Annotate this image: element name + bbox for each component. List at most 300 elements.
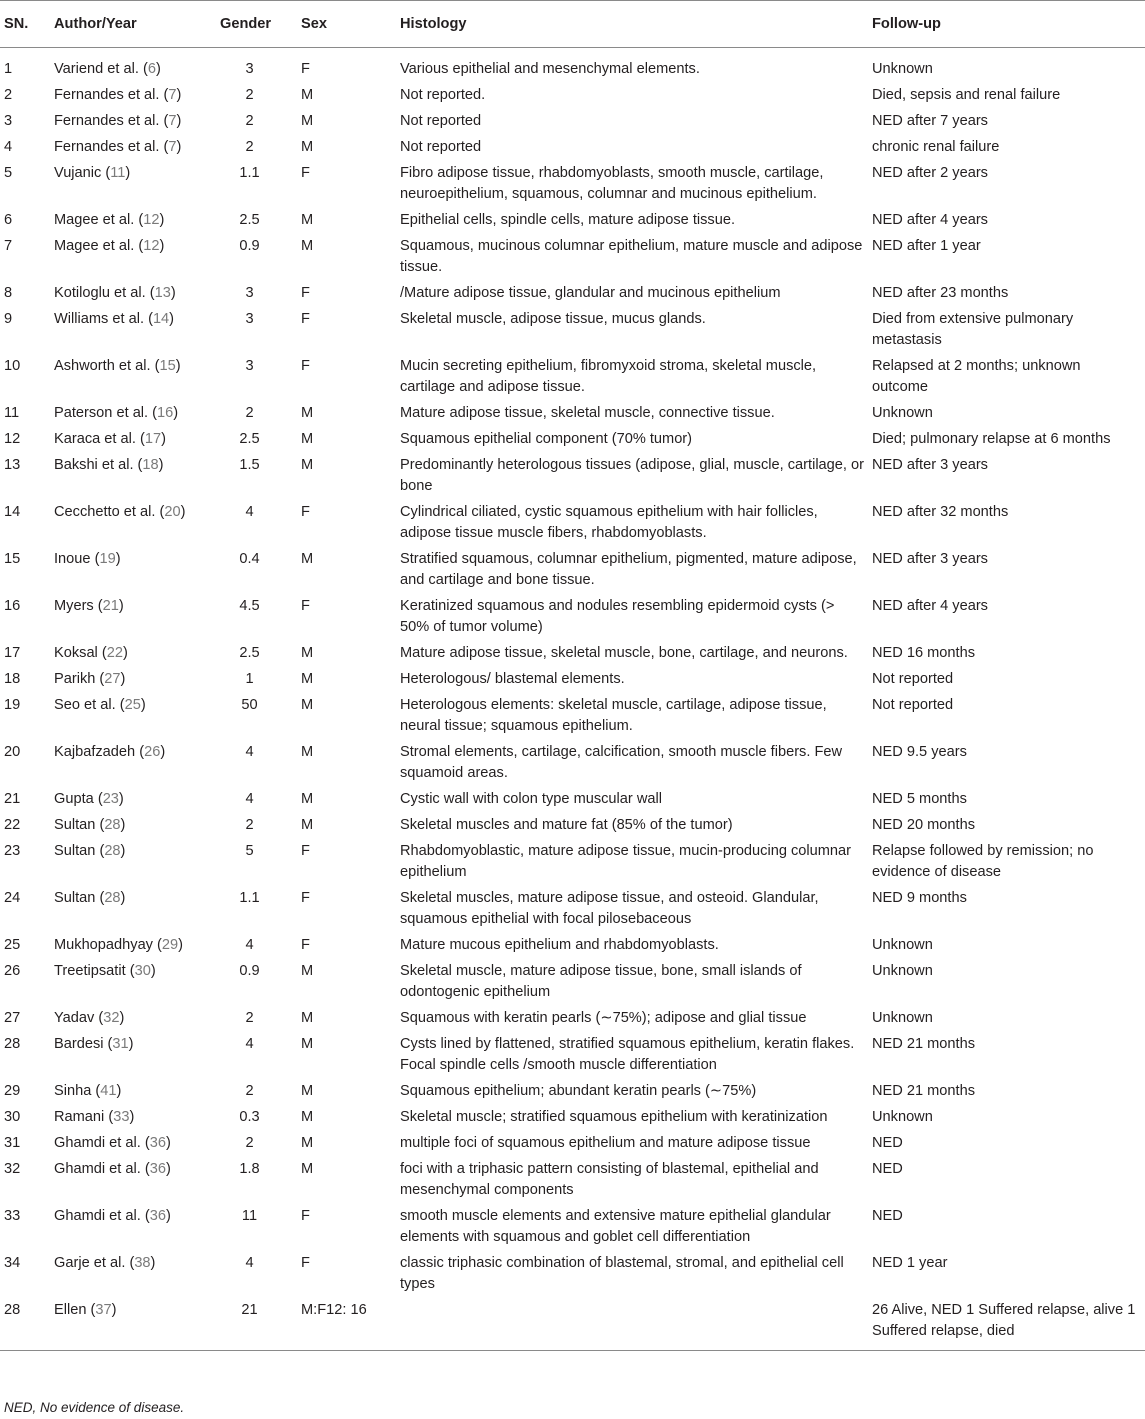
cell-sex: M: [301, 139, 314, 155]
cell-author: Ghamdi et al. (36): [54, 1208, 171, 1224]
cell-sn: 8: [4, 285, 13, 301]
cell-gender: 4: [245, 937, 254, 953]
cell-followup: chronic renal failure: [872, 139, 1000, 155]
cell-sex: F: [301, 843, 310, 859]
author-name: Ellen: [54, 1302, 87, 1318]
cell-histology: Stromal elements, cartilage, calcification, smooth muscle fibers. Few squamoid areas.: [400, 744, 843, 781]
cell-author: Yadav (32): [54, 1010, 125, 1026]
table-row: [0, 84, 1145, 110]
reference-link[interactable]: 15: [159, 358, 176, 374]
cell-gender: 2: [245, 1010, 254, 1026]
cell-sn: 10: [4, 358, 21, 374]
cell-sex: F: [301, 504, 310, 520]
cell-gender: 0.9: [239, 238, 260, 254]
author-name: Ramani: [54, 1109, 105, 1125]
table-row: [0, 887, 1145, 934]
cell-followup: NED 1 year: [872, 1255, 948, 1271]
cell-sex: F: [301, 937, 310, 953]
cell-sn: 26: [4, 963, 21, 979]
cell-sn: 21: [4, 791, 21, 807]
cell-sex: M: [301, 1135, 314, 1151]
cell-gender: 3: [245, 358, 254, 374]
reference-link[interactable]: 29: [161, 937, 179, 953]
reference-link[interactable]: 13: [154, 285, 171, 301]
reference-link[interactable]: 17: [144, 431, 162, 447]
cell-followup: NED 5 months: [872, 791, 967, 807]
cell-followup: Not reported: [872, 697, 954, 713]
author-name: Magee et al.: [54, 212, 135, 228]
reference-link[interactable]: 33: [113, 1109, 130, 1125]
cell-followup: NED after 23 months: [872, 285, 1009, 301]
cell-followup: Relapsed at 2 months; unknown outcome: [872, 358, 1081, 395]
cell-sex: M: [301, 1036, 314, 1052]
cell-histology: Cysts lined by flattened, stratified squamous epithelium, keratin flakes. Focal spindle cells /smooth muscle differentiation: [400, 1036, 855, 1073]
cell-author: Sultan (28): [54, 890, 126, 906]
cell-followup: NED after 1 year: [872, 238, 981, 254]
table-row: [0, 428, 1145, 454]
header-gender: Gender: [220, 1, 301, 48]
cell-sex: M: [301, 817, 314, 833]
reference-link[interactable]: 37: [95, 1302, 112, 1318]
cell-followup: NED: [872, 1208, 903, 1224]
cell-gender: 21: [220, 1299, 301, 1351]
reference-link[interactable]: 36: [149, 1135, 166, 1151]
table-row: [0, 209, 1145, 235]
reference-link[interactable]: 7: [168, 139, 177, 155]
cell-gender: 4.5: [239, 598, 260, 614]
table-row: [0, 1007, 1145, 1033]
cell-histology: Squamous epithelial component (70% tumor): [400, 431, 693, 447]
cell-gender: 4: [245, 1255, 254, 1271]
table-row: [0, 136, 1145, 162]
reference-link[interactable]: 16: [157, 405, 174, 421]
reference-link[interactable]: 36: [149, 1208, 166, 1224]
author-name: Karaca et al.: [54, 431, 136, 447]
cell-histology: /Mature adipose tissue, glandular and mucinous epithelium: [400, 285, 781, 301]
cell-sn: 32: [4, 1161, 21, 1177]
reference-link[interactable]: 23: [102, 791, 119, 807]
author-name: Ghamdi et al.: [54, 1135, 141, 1151]
author-name: Williams et al.: [54, 311, 145, 327]
cell-sn: 34: [4, 1255, 21, 1271]
cell-sex: M:F12: 16: [301, 1299, 400, 1351]
cell-author: Williams et al. (14): [54, 311, 175, 327]
cell-author: Ghamdi et al. (36): [54, 1135, 171, 1151]
cell-followup: NED 16 months: [872, 645, 976, 661]
table-row: [0, 235, 1145, 282]
cell-gender: 2.5: [239, 431, 260, 447]
cell-histology: Not reported: [400, 139, 482, 155]
cell-gender: 2: [245, 87, 254, 103]
author-name: Kotiloglu et al.: [54, 285, 146, 301]
reference-link[interactable]: 26: [144, 744, 161, 760]
author-name: Fernandes et al.: [54, 113, 160, 129]
table-row: [0, 308, 1145, 355]
reference-link[interactable]: 6: [147, 61, 156, 77]
table-body: [0, 48, 1145, 1351]
cell-gender: 11: [241, 1208, 258, 1224]
cell-sn: 7: [4, 238, 13, 254]
cell-histology: Fibro adipose tissue, rhabdomyoblasts, smooth muscle, cartilage, neuroepithelium, squamous, columnar and mucinous epithelium.: [400, 165, 824, 202]
cell-sn: 16: [4, 598, 21, 614]
reference-link[interactable]: 7: [168, 87, 177, 103]
author-name: Inoue: [54, 551, 91, 567]
cell-author: Magee et al. (12): [54, 238, 165, 254]
reference-link[interactable]: 28: [104, 843, 121, 859]
cell-sn: 4: [4, 139, 13, 155]
table-row: [0, 282, 1145, 308]
cell-sex: M: [301, 212, 314, 228]
cell-author: Vujanic (11): [54, 165, 131, 181]
cell-histology: Rhabdomyoblastic, mature adipose tissue, mucin-producing columnar epithelium: [400, 843, 852, 880]
reference-link[interactable]: 36: [149, 1161, 166, 1177]
cell-sex: M: [301, 1083, 314, 1099]
cell-followup: NED after 2 years: [872, 165, 988, 181]
table-row: [0, 1158, 1145, 1205]
reference-link[interactable]: 30: [134, 963, 151, 979]
cell-followup: NED after 32 months: [872, 504, 1009, 520]
footnote: NED, No evidence of disease.: [4, 1400, 185, 1415]
cell-histology: Stratified squamous, columnar epithelium, pigmented, mature adipose, and cartilage and bone tissue.: [400, 551, 857, 588]
cell-gender: 4: [245, 504, 254, 520]
cell-gender: 1.5: [239, 457, 260, 473]
cell-followup: NED 9.5 years: [872, 744, 967, 760]
cell-followup: NED 9 months: [872, 890, 967, 906]
reference-link[interactable]: 11: [110, 165, 126, 181]
cell-author: Ellen (37): [54, 1299, 220, 1351]
cell-sn: 33: [4, 1208, 21, 1224]
cell-histology: Heterologous/ blastemal elements.: [400, 671, 625, 687]
cell-sn: 25: [4, 937, 21, 953]
author-name: Koksal: [54, 645, 98, 661]
cell-sn: 5: [4, 165, 13, 181]
cell-gender: 0.9: [239, 963, 260, 979]
cell-histology: Various epithelial and mesenchymal elements.: [400, 61, 700, 77]
cell-followup: Died from extensive pulmonary metastasis: [872, 311, 1074, 348]
cell-gender: 2: [245, 405, 254, 421]
cell-sex: M: [301, 1010, 314, 1026]
cell-histology: Squamous, mucinous columnar epithelium, mature muscle and adipose tissue.: [400, 238, 863, 275]
cell-histology: Epithelial cells, spindle cells, mature adipose tissue.: [400, 212, 736, 228]
cell-sn: 24: [4, 890, 21, 906]
table-row: [0, 788, 1145, 814]
cell-followup: 26 Alive, NED 1 Suffered relapse, alive 1 Suffered relapse, died: [872, 1299, 1145, 1351]
table-row: [0, 642, 1145, 668]
cell-sex: M: [301, 1109, 314, 1125]
cell-sex: F: [301, 890, 310, 906]
cell-gender: 1.1: [239, 165, 260, 181]
author-name: Parikh: [54, 671, 96, 687]
cell-histology: Not reported.: [400, 87, 486, 103]
header-followup: Follow-up: [872, 1, 1145, 48]
reference-link[interactable]: 22: [106, 645, 123, 661]
author-name: Myers: [54, 598, 94, 614]
author-name: Seo et al.: [54, 697, 116, 713]
cell-sn: 31: [4, 1135, 21, 1151]
reference-link[interactable]: 12: [143, 212, 160, 228]
author-name: Kajbafzadeh: [54, 744, 136, 760]
cell-sex: F: [301, 61, 310, 77]
header-sn: SN.: [0, 1, 54, 48]
cell-followup: Unknown: [872, 963, 933, 979]
table-row: [0, 1106, 1145, 1132]
cell-author: Inoue (19): [54, 551, 121, 567]
reference-link[interactable]: 25: [124, 697, 141, 713]
cell-sn: 22: [4, 817, 21, 833]
author-name: Mukhopadhyay: [54, 937, 153, 953]
author-name: Sultan: [54, 817, 96, 833]
author-name: Cecchetto et al.: [54, 504, 156, 520]
cell-gender: 3: [245, 311, 254, 327]
cell-followup: NED: [872, 1161, 903, 1177]
cell-followup: NED: [872, 1135, 903, 1151]
cell-author: Kotiloglu et al. (13): [54, 285, 176, 301]
author-name: Bakshi et al.: [54, 457, 134, 473]
cell-sn: 1: [4, 61, 13, 77]
cell-gender: 2: [245, 139, 254, 155]
author-name: Treetipsatit: [54, 963, 126, 979]
cell-gender: 1.8: [239, 1161, 260, 1177]
cell-followup: Not reported: [872, 671, 954, 687]
cell-gender: 2.5: [239, 212, 260, 228]
cell-sex: M: [301, 645, 314, 661]
cell-followup: Unknown: [872, 1010, 933, 1026]
table-row: [0, 960, 1145, 1007]
cell-histology: Mature adipose tissue, skeletal muscle, connective tissue.: [400, 405, 775, 421]
cell-followup: Unknown: [872, 405, 933, 421]
cell-gender: 3: [245, 285, 254, 301]
cell-sn: 14: [4, 504, 21, 520]
cell-gender: 2: [245, 1135, 254, 1151]
cell-histology: classic triphasic combination of blastemal, stromal, and epithelial cell types: [400, 1255, 844, 1292]
table-row: [0, 162, 1145, 209]
reference-link[interactable]: 12: [143, 238, 160, 254]
cell-histology: Squamous with keratin pearls (∼75%); adipose and glial tissue: [400, 1010, 807, 1026]
cell-histology: Squamous epithelium; abundant keratin pearls (∼75%): [400, 1083, 757, 1099]
cell-sn: 18: [4, 671, 21, 687]
header-author: Author/Year: [54, 1, 220, 48]
table-row: [0, 1299, 1145, 1351]
cell-sex: M: [301, 791, 314, 807]
cell-followup: NED 20 months: [872, 817, 976, 833]
cell-sn: 17: [4, 645, 21, 661]
cell-histology: Skeletal muscle, mature adipose tissue, bone, small islands of odontogenic epithelium: [400, 963, 802, 1000]
cell-sex: M: [301, 1161, 314, 1177]
author-name: Sultan: [54, 890, 96, 906]
cell-histology: Skeletal muscle; stratified squamous epithelium with keratinization: [400, 1109, 828, 1125]
cell-histology: Not reported: [400, 113, 482, 129]
cell-gender: 4: [245, 1036, 254, 1052]
cell-followup: NED after 7 years: [872, 113, 988, 129]
cell-author: Paterson et al. (16): [54, 405, 179, 421]
cell-sn: 12: [4, 431, 21, 447]
cell-gender: 2: [245, 1083, 254, 1099]
cell-histology: Mature adipose tissue, skeletal muscle, bone, cartilage, and neurons.: [400, 645, 848, 661]
cell-gender: 0.4: [239, 551, 260, 567]
cell-author: Sultan (28): [54, 817, 126, 833]
table-row: [0, 454, 1145, 501]
reference-link[interactable]: 28: [104, 817, 121, 833]
cell-gender: 1.1: [239, 890, 260, 906]
cell-author: Magee et al. (12): [54, 212, 165, 228]
author-name: Paterson et al.: [54, 405, 149, 421]
cell-sn: 3: [4, 113, 13, 129]
cell-gender: 4: [245, 791, 254, 807]
cell-gender: 2: [245, 113, 254, 129]
cell-sex: M: [301, 238, 314, 254]
cell-sex: M: [301, 963, 314, 979]
author-name: Fernandes et al.: [54, 139, 160, 155]
cell-gender: 5: [245, 843, 254, 859]
author-name: Fernandes et al.: [54, 87, 160, 103]
reference-link[interactable]: 18: [142, 457, 159, 473]
author-name: Sultan: [54, 843, 96, 859]
cell-followup: NED after 4 years: [872, 598, 988, 614]
cell-sex: F: [301, 285, 310, 301]
cell-followup: NED after 3 years: [872, 551, 988, 567]
cell-author: Fernandes et al. (7): [54, 87, 182, 103]
cell-author: Fernandes et al. (7): [54, 113, 182, 129]
cell-author: Fernandes et al. (7): [54, 139, 182, 155]
reference-link[interactable]: 38: [134, 1255, 151, 1271]
cell-followup: NED 21 months: [872, 1083, 976, 1099]
cell-author: Bakshi et al. (18): [54, 457, 164, 473]
author-name: Ghamdi et al.: [54, 1208, 141, 1224]
cell-gender: 3: [245, 61, 254, 77]
cell-sex: F: [301, 1255, 310, 1271]
cell-histology: Cystic wall with colon type muscular wall: [400, 791, 662, 807]
cell-histology: Mucin secreting epithelium, fibromyxoid stroma, skeletal muscle, cartilage and adipose tissue.: [400, 358, 817, 395]
table-row: [0, 110, 1145, 136]
table-row: [0, 694, 1145, 741]
cell-sex: M: [301, 405, 314, 421]
table-row: [0, 355, 1145, 402]
cell-gender: 0.3: [239, 1109, 260, 1125]
table-row: [0, 548, 1145, 595]
cell-sn: 23: [4, 843, 21, 859]
cell-author: Sultan (28): [54, 843, 126, 859]
cell-histology: Predominantly heterologous tissues (adipose, glial, muscle, cartilage, or bone: [400, 457, 864, 494]
reference-link[interactable]: 41: [100, 1083, 117, 1099]
cell-sn: 9: [4, 311, 13, 327]
cell-sex: F: [301, 358, 310, 374]
table-header: [0, 1, 1145, 48]
cell-author: Gupta (23): [54, 791, 124, 807]
table-row: [0, 1033, 1145, 1080]
cell-gender: 2: [245, 817, 254, 833]
cell-author: Mukhopadhyay (29): [54, 937, 184, 953]
table-row: [0, 741, 1145, 788]
cell-author: Sinha (41): [54, 1083, 122, 1099]
cell-author: Karaca et al. (17): [54, 431, 166, 447]
cell-sex: M: [301, 457, 314, 473]
cell-histology: Heterologous elements: skeletal muscle, cartilage, adipose tissue, neural tissue; squamous epithelium.: [400, 697, 827, 734]
author-name: Vujanic: [54, 165, 102, 181]
table-row: [0, 668, 1145, 694]
reference-link[interactable]: 28: [104, 890, 121, 906]
header-row: [0, 1, 1145, 48]
author-name: Magee et al.: [54, 238, 135, 254]
cell-sn: 30: [4, 1109, 21, 1125]
author-name: Ghamdi et al.: [54, 1161, 141, 1177]
cell-histology: smooth muscle elements and extensive mature epithelial glandular elements with squamous and goblet cell differentiation: [400, 1208, 831, 1245]
cell-sn: 15: [4, 551, 21, 567]
author-name: Sinha: [54, 1083, 92, 1099]
cell-sn: 11: [4, 405, 20, 421]
cell-author: Seo et al. (25): [54, 697, 146, 713]
reference-link[interactable]: 19: [99, 551, 116, 567]
table-row: [0, 1080, 1145, 1106]
cell-author: Garje et al. (38): [54, 1255, 156, 1271]
cell-histology: multiple foci of squamous epithelium and mature adipose tissue: [400, 1135, 811, 1151]
cell-author: Ghamdi et al. (36): [54, 1161, 171, 1177]
table-row: [0, 501, 1145, 548]
cell-author: Cecchetto et al. (20): [54, 504, 186, 520]
cell-gender: 1: [245, 671, 254, 687]
author-name: Garje et al.: [54, 1255, 126, 1271]
cell-author: Koksal (22): [54, 645, 128, 661]
author-name: Gupta: [54, 791, 94, 807]
cell-histology: Cylindrical ciliated, cystic squamous epithelium with hair follicles, adipose tissue muscle fibers, rhabdomyoblasts.: [400, 504, 818, 541]
table-row: [0, 48, 1145, 85]
reference-link[interactable]: 32: [103, 1010, 120, 1026]
reference-link[interactable]: 21: [102, 598, 119, 614]
header-sex: Sex: [301, 1, 400, 48]
reference-link[interactable]: 14: [152, 311, 170, 327]
cell-followup: Unknown: [872, 1109, 933, 1125]
cell-gender: 2.5: [239, 645, 260, 661]
cell-sex: M: [301, 671, 314, 687]
author-name: Bardesi: [54, 1036, 104, 1052]
author-name: Yadav: [54, 1010, 95, 1026]
cell-author: Ramani (33): [54, 1109, 135, 1125]
cell-histology: Skeletal muscles and mature fat (85% of the tumor): [400, 817, 733, 833]
reference-link[interactable]: 20: [164, 504, 181, 520]
cell-sn: 27: [4, 1010, 21, 1026]
reference-link[interactable]: 31: [112, 1036, 129, 1052]
header-histology: Histology: [400, 1, 872, 48]
table-row: [0, 814, 1145, 840]
cell-sex: M: [301, 431, 314, 447]
cell-sn: 20: [4, 744, 21, 760]
cell-author: Myers (21): [54, 598, 124, 614]
cell-sex: F: [301, 165, 310, 181]
cell-author: Kajbafzadeh (26): [54, 744, 166, 760]
cell-sex: M: [301, 113, 314, 129]
reference-link[interactable]: 7: [168, 113, 177, 129]
cell-author: Treetipsatit (30): [54, 963, 156, 979]
table-row: [0, 1252, 1145, 1299]
author-name: Variend et al.: [54, 61, 139, 77]
cell-sex: F: [301, 1208, 310, 1224]
cell-followup: Relapse followed by remission; no evidence of disease: [872, 843, 1094, 880]
cell-followup: Died, sepsis and renal failure: [872, 87, 1061, 103]
cell-followup: NED after 3 years: [872, 457, 988, 473]
cell-author: Parikh (27): [54, 671, 126, 687]
table-row: [0, 402, 1145, 428]
cell-followup: Unknown: [872, 61, 933, 77]
cell-histology: [400, 1299, 872, 1351]
cell-followup: Unknown: [872, 937, 933, 953]
cell-sex: F: [301, 598, 310, 614]
table-row: [0, 840, 1145, 887]
cell-histology: foci with a triphasic pattern consisting of blastemal, epithelial and mesenchymal components: [400, 1161, 819, 1198]
cell-author: Ashworth et al. (15): [54, 358, 181, 374]
reference-link[interactable]: 27: [104, 671, 121, 687]
author-name: Ashworth et al.: [54, 358, 151, 374]
cell-sn: 29: [4, 1083, 21, 1099]
cell-author: Bardesi (31): [54, 1036, 134, 1052]
